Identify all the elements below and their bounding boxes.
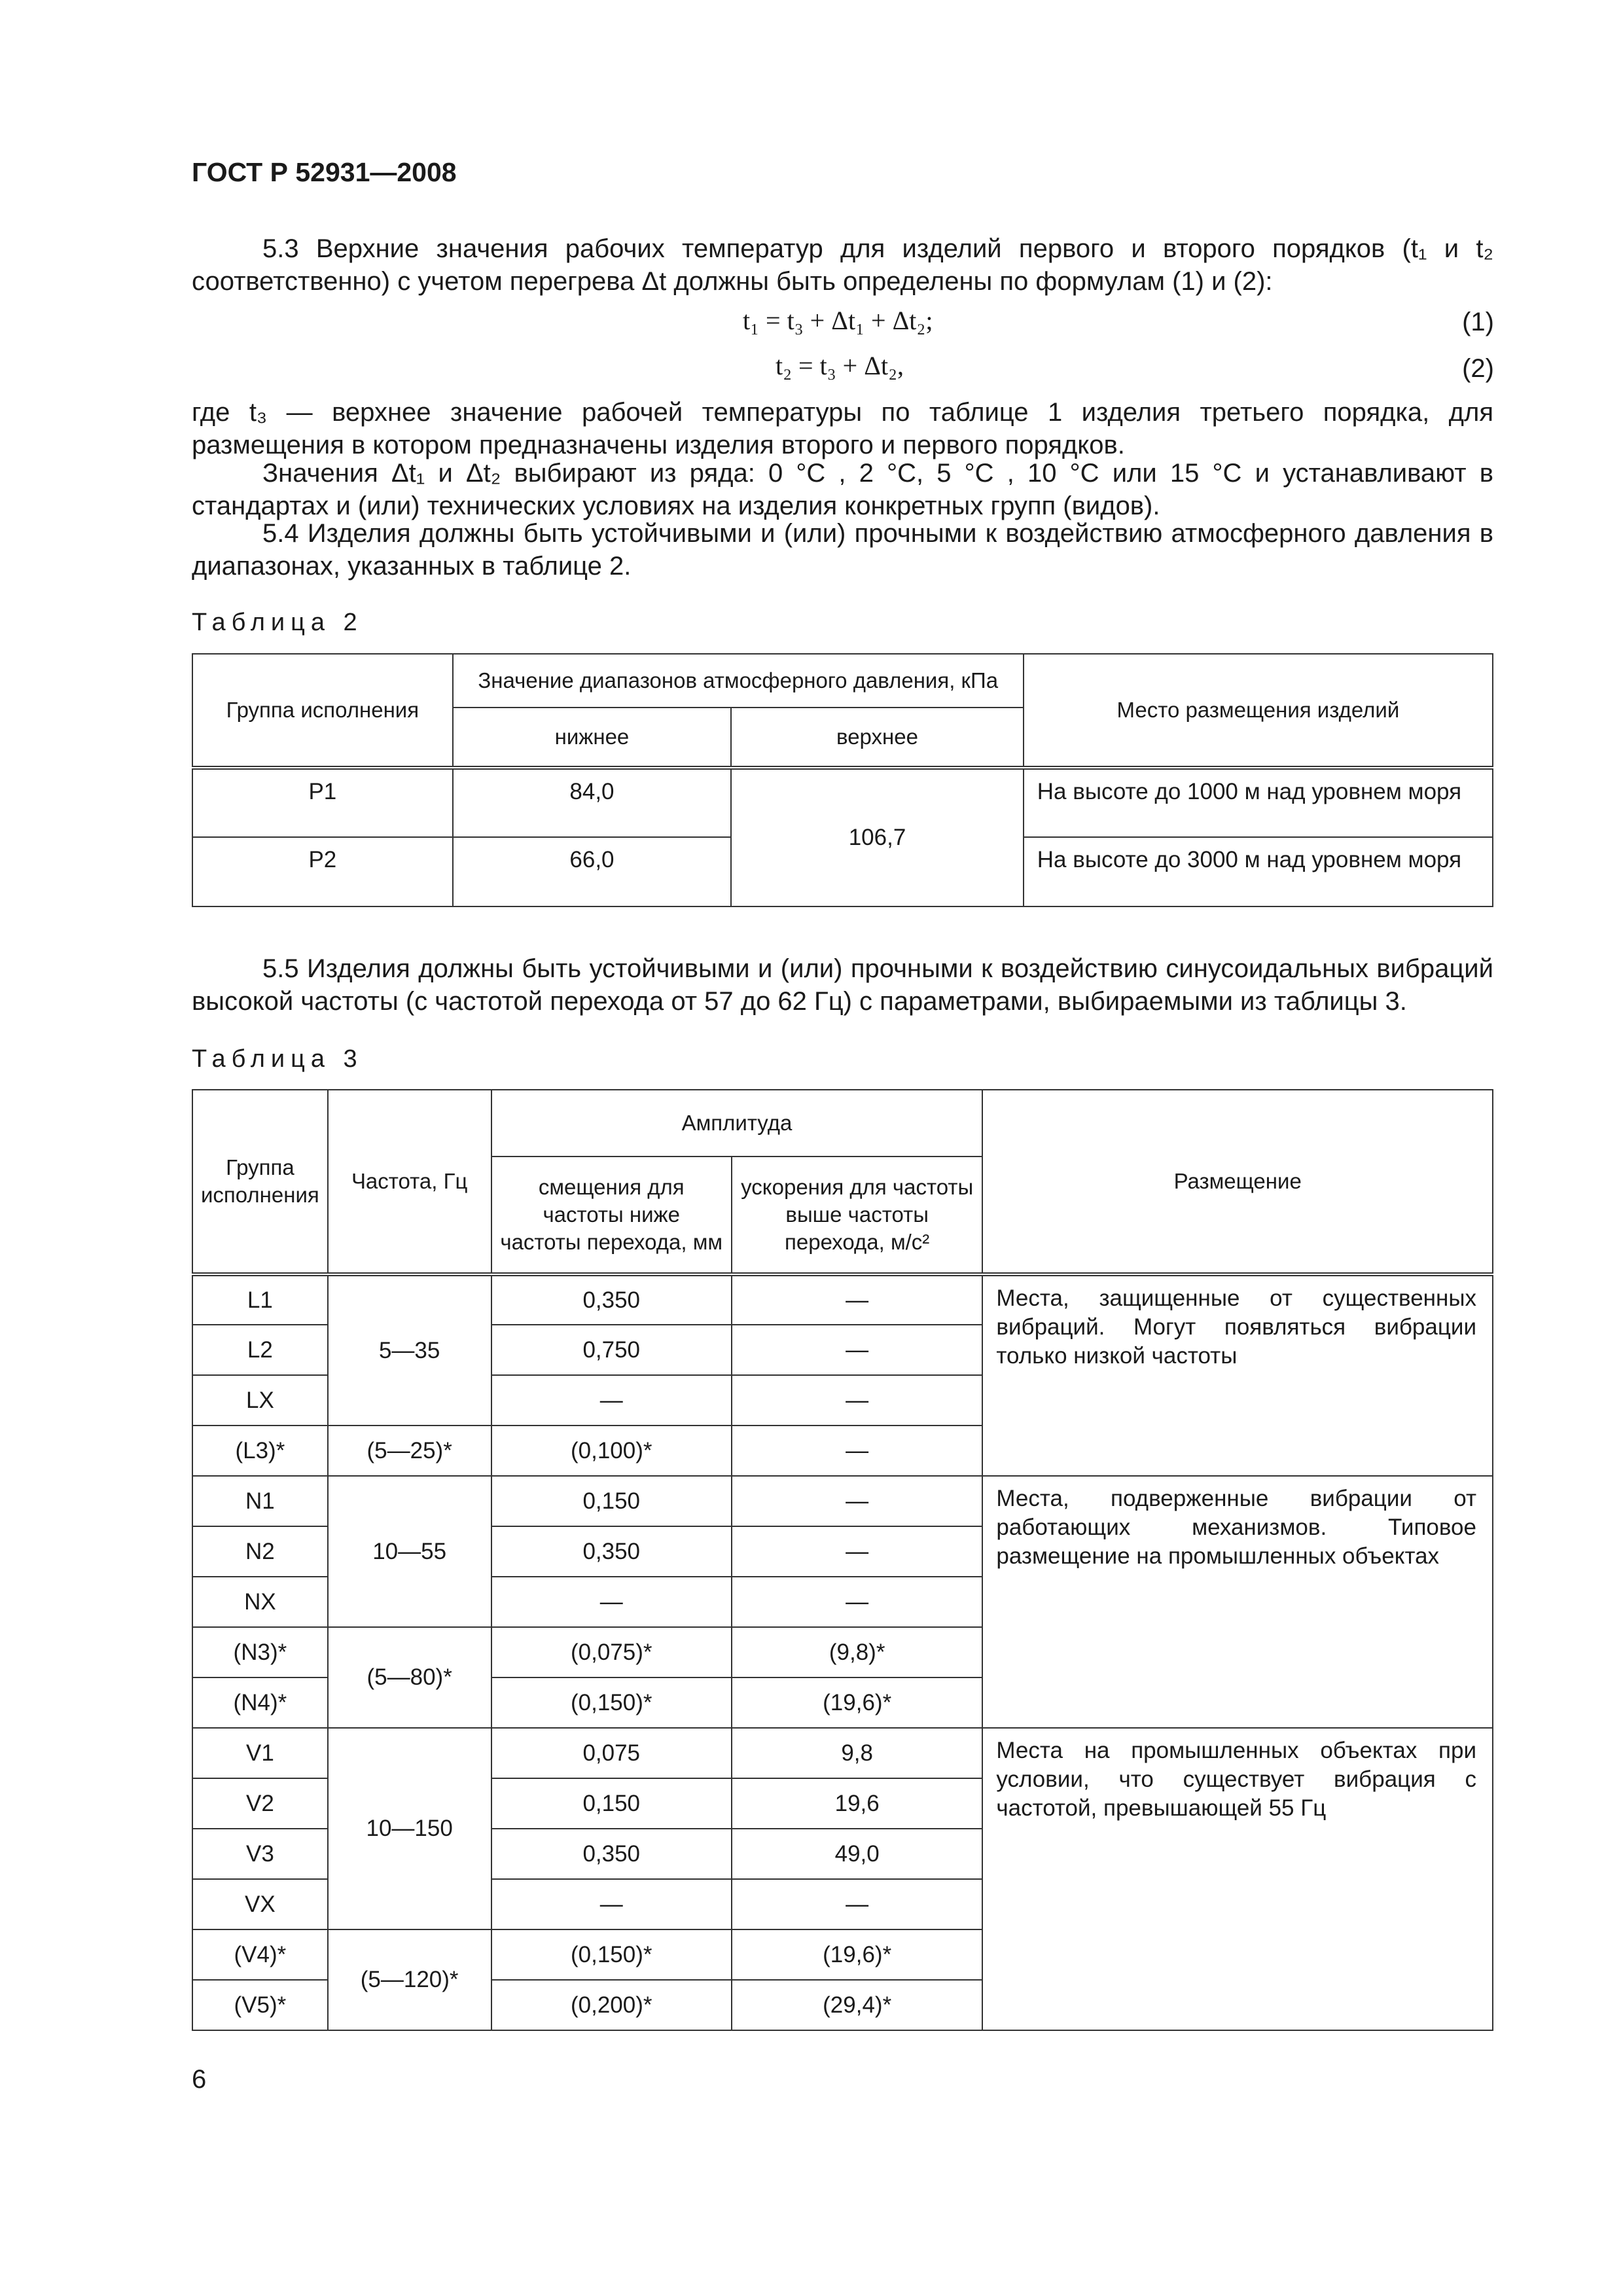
table3-cell-disp: — — [491, 1375, 732, 1426]
table3-cell-accel: 49,0 — [732, 1829, 982, 1879]
table2-cell-group: Р1 — [192, 768, 453, 837]
table3-cell-disp: 0,350 — [491, 1274, 732, 1325]
table3-cell-group: (N3)* — [192, 1627, 328, 1677]
table3-cell-accel: — — [732, 1879, 982, 1929]
table3-cell-group: LX — [192, 1375, 328, 1426]
table3-cell-accel: 9,8 — [732, 1728, 982, 1778]
table3-header-group: Группа исполнения — [192, 1090, 328, 1274]
document-header: ГОСТ Р 52931—2008 — [192, 157, 457, 187]
table-3 — [192, 1089, 1493, 2031]
table3-cell-freq: (5—80)* — [328, 1627, 491, 1728]
table3-header-freq: Частота, Гц — [328, 1090, 491, 1274]
table3-cell-disp: 0,350 — [491, 1829, 732, 1879]
table3-cell-disp: 0,350 — [491, 1526, 732, 1577]
table2-header-range: Значение диапазонов атмосферного давления, кПа — [453, 654, 1024, 708]
table3-cell-disp: (0,200)* — [491, 1980, 732, 2030]
table3-header-place: Размещение — [982, 1090, 1493, 1274]
formula-1-number: (1) — [1462, 308, 1494, 336]
table3-cell-disp: 0,075 — [491, 1728, 732, 1778]
table3-cell-group: (V5)* — [192, 1980, 328, 2030]
table3-cell-accel: (19,6)* — [732, 1929, 982, 1980]
values-text: Значения Δt₁ и Δt₂ выбирают из ряда: 0 °С , 2 °С, 5 °С , 10 °С или 15 °С и устанавливают в стандартах и (или) технических условиях на изделия конкретных групп (видов). — [192, 459, 1493, 520]
table3-cell-disp: 0,750 — [491, 1325, 732, 1375]
table2-cell-lower: 84,0 — [453, 768, 732, 837]
table3-cell-accel: — — [732, 1325, 982, 1375]
formula-2-number: (2) — [1462, 354, 1494, 383]
table3-cell-disp: — — [491, 1879, 732, 1929]
table3-cell-accel: — — [732, 1526, 982, 1577]
table2-cell-upper: 106,7 — [731, 768, 1024, 906]
table2-header-group: Группа исполнения — [192, 654, 453, 768]
where-text: где t₃ — верхнее значение рабочей температуры по таблице 1 изделия третьего порядка, для размещения в котором предназначены изделия второго и первого порядков. — [192, 398, 1493, 459]
table3-cell-group: VX — [192, 1879, 328, 1929]
table-row — [192, 768, 1493, 837]
table3-cell-group: N2 — [192, 1526, 328, 1577]
table-3-caption: Таблица 3 — [192, 1045, 363, 1073]
table3-cell-accel: (29,4)* — [732, 1980, 982, 2030]
table3-cell-place: Места на промышленных объектах при условии, что существует вибрация с частотой, превышающей 55 Гц — [982, 1728, 1493, 2030]
table-row — [192, 1274, 1493, 1325]
formula-2: t₂ = t₃ + Δt₂, — [776, 351, 904, 380]
table3-cell-disp: (0,100)* — [491, 1426, 732, 1476]
table3-header-amplitude: Амплитуда — [491, 1090, 983, 1157]
table3-cell-group: V3 — [192, 1829, 328, 1879]
table3-cell-group: N1 — [192, 1476, 328, 1526]
table3-cell-place: Места, защищенные от существенных вибраций. Могут появляться вибрации только низкой частоты — [982, 1274, 1493, 1476]
table3-cell-accel: — — [732, 1577, 982, 1627]
table3-cell-freq: 10—150 — [328, 1728, 491, 1929]
paragraph-5-3: 5.3 Верхние значения рабочих температур для изделий первого и второго порядков (t₁ и t₂ соответственно) с учетом перегрева Δt должны быть определены по формулам (1) и (2): — [192, 234, 1493, 296]
table2-cell-lower: 66,0 — [453, 837, 732, 906]
table3-cell-freq: (5—120)* — [328, 1929, 491, 2030]
table3-cell-accel: (9,8)* — [732, 1627, 982, 1677]
table3-cell-disp: (0,075)* — [491, 1627, 732, 1677]
table-row — [192, 1476, 1493, 1526]
table3-cell-disp: (0,150)* — [491, 1929, 732, 1980]
table2-cell-place: На высоте до 3000 м над уровнем моря — [1024, 837, 1493, 906]
table3-header-displacement: смещения для частоты ниже частоты перехода, мм — [491, 1157, 732, 1274]
table2-cell-place: На высоте до 1000 м над уровнем моря — [1024, 768, 1493, 837]
table3-cell-group: V2 — [192, 1778, 328, 1829]
table3-cell-accel: — — [732, 1274, 982, 1325]
table3-cell-group: (V4)* — [192, 1929, 328, 1980]
table3-cell-accel: (19,6)* — [732, 1677, 982, 1728]
table3-cell-accel: — — [732, 1375, 982, 1426]
table2-header-lower: нижнее — [453, 708, 732, 768]
table2-header-upper: верхнее — [731, 708, 1024, 768]
paragraph-5-5: 5.5 Изделия должны быть устойчивыми и (или) прочными к воздействию синусоидальных вибраций высокой частоты (с частотой перехода от 57 до 62 Гц) с параметрами, выбираемыми из таблицы 3. — [192, 954, 1493, 1016]
formula-1: t₁ = t₃ + Δt₁ + Δt₂; — [743, 306, 933, 335]
table3-header-acceleration: ускорения для частоты выше частоты перехода, м/с² — [732, 1157, 982, 1274]
table-2 — [192, 653, 1493, 907]
table3-cell-place: Места, подверженные вибрации от работающих механизмов. Типовое размещение на промышленных объектах — [982, 1476, 1493, 1728]
table3-cell-disp: 0,150 — [491, 1778, 732, 1829]
table2-cell-group: Р2 — [192, 837, 453, 906]
table3-cell-freq: 5—35 — [328, 1274, 491, 1426]
table3-cell-group: (N4)* — [192, 1677, 328, 1728]
table3-cell-freq: (5—25)* — [328, 1426, 491, 1476]
table3-cell-group: V1 — [192, 1728, 328, 1778]
paragraph-5-4: 5.4 Изделия должны быть устойчивыми и (или) прочными к воздействию атмосферного давления в диапазонах, указанных в таблице 2. — [192, 519, 1493, 581]
table-2-caption: Таблица 2 — [192, 609, 363, 636]
table3-cell-accel: 19,6 — [732, 1778, 982, 1829]
table3-cell-group: L2 — [192, 1325, 328, 1375]
table-row — [192, 1728, 1493, 1778]
table3-cell-group: NX — [192, 1577, 328, 1627]
table3-cell-accel: — — [732, 1426, 982, 1476]
table3-cell-group: (L3)* — [192, 1426, 328, 1476]
table3-cell-disp: (0,150)* — [491, 1677, 732, 1728]
table3-cell-freq: 10—55 — [328, 1476, 491, 1627]
page-number: 6 — [192, 2065, 207, 2094]
table3-cell-group: L1 — [192, 1274, 328, 1325]
table3-cell-disp: 0,150 — [491, 1476, 732, 1526]
table3-cell-accel: — — [732, 1476, 982, 1526]
table3-cell-disp: — — [491, 1577, 732, 1627]
table2-header-place: Место размещения изделий — [1024, 654, 1493, 768]
